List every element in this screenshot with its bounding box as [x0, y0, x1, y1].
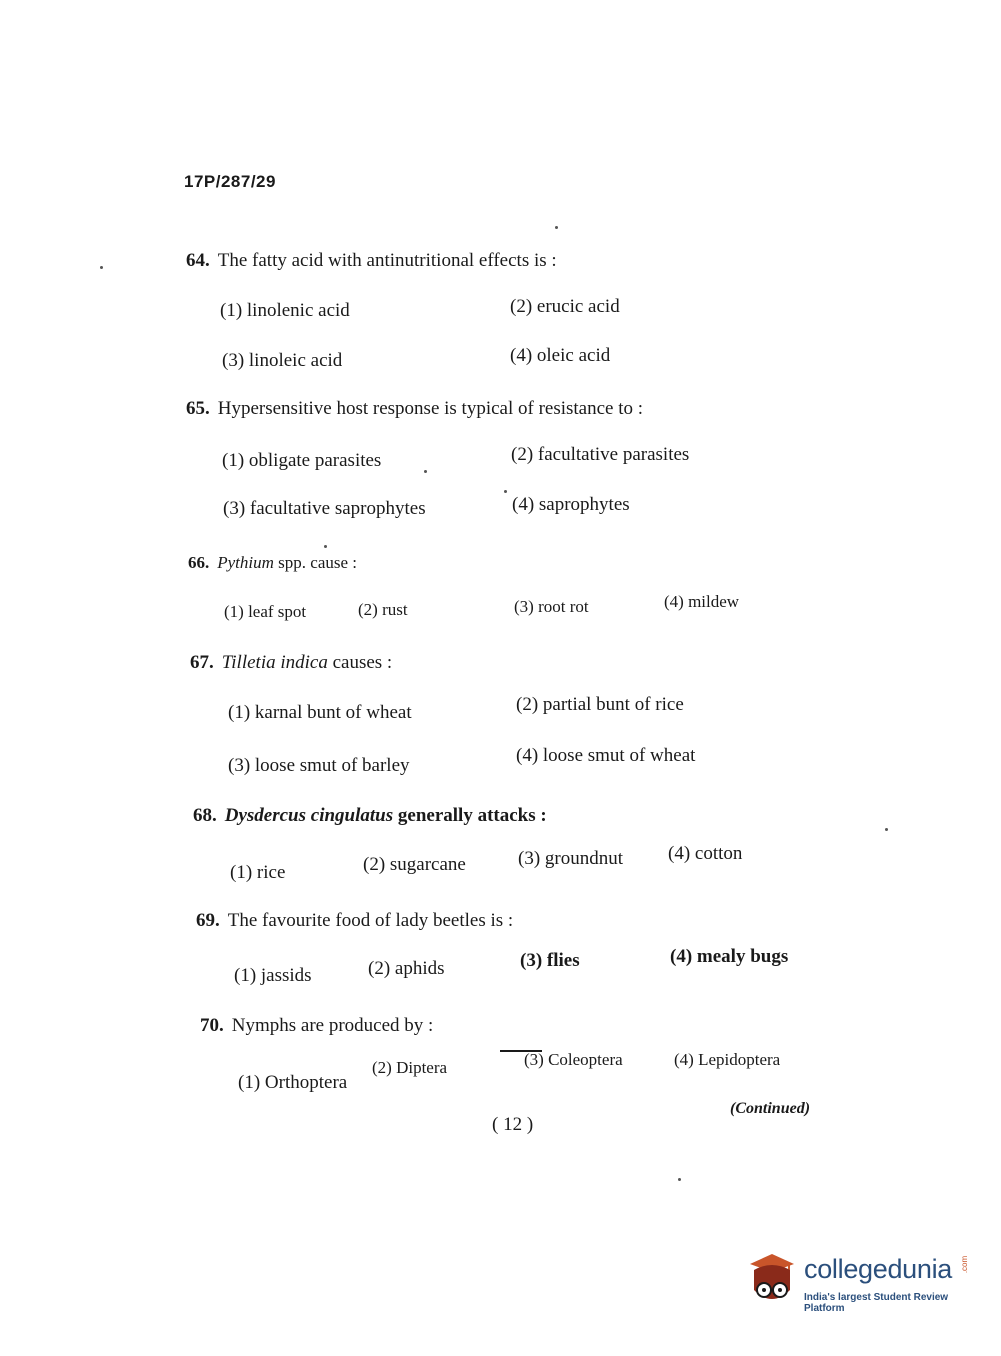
- scan-speck: [678, 1178, 681, 1181]
- question-number: 67.: [190, 652, 214, 673]
- option: (1) linolenic acid: [220, 300, 350, 321]
- organism-name: Tilletia indica: [221, 652, 328, 673]
- question-65: [186, 398, 643, 420]
- option: (2) erucic acid: [510, 296, 620, 317]
- question-stem: causes :: [327, 652, 393, 673]
- option: (3) flies: [520, 950, 580, 971]
- option: (1) leaf spot: [224, 602, 307, 621]
- option: (3) root rot: [514, 597, 589, 616]
- question-stem: Hypersensitive host response is typical of resistance to :: [217, 398, 644, 419]
- option: (3) Coleoptera: [524, 1050, 623, 1069]
- scan-speck: [100, 266, 103, 269]
- question-68: [193, 805, 547, 827]
- option: (3) groundnut: [518, 848, 624, 869]
- question-stem: generally attacks :: [393, 805, 547, 826]
- option: (1) karnal bunt of wheat: [228, 702, 412, 723]
- question-64: [186, 250, 557, 272]
- option: (1) Orthoptera: [238, 1072, 348, 1093]
- collegedunia-logo: [742, 1250, 972, 1312]
- option: (2) rust: [358, 600, 408, 619]
- scan-speck: [324, 545, 327, 548]
- question-number: 66.: [188, 553, 210, 572]
- option: (1) rice: [230, 862, 286, 883]
- scan-speck: [555, 226, 558, 229]
- option: (4) loose smut of wheat: [516, 745, 696, 766]
- option: (2) Diptera: [372, 1058, 448, 1077]
- question-stem: spp. cause :: [273, 553, 357, 572]
- scan-speck: [504, 490, 507, 493]
- question-67: [190, 652, 392, 674]
- option: (4) Lepidoptera: [674, 1050, 781, 1069]
- option: (4) mildew: [664, 592, 740, 611]
- scan-speck: [424, 470, 427, 473]
- question-number: 69.: [196, 910, 220, 931]
- question-stem: The favourite food of lady beetles is :: [227, 910, 514, 931]
- option: (4) oleic acid: [510, 345, 611, 366]
- option: (4) saprophytes: [512, 494, 630, 515]
- question-70: [200, 1015, 433, 1037]
- option: (2) partial bunt of rice: [516, 694, 684, 715]
- question-number: 70.: [200, 1015, 224, 1036]
- question-number: 65.: [186, 398, 210, 419]
- option: (3) linoleic acid: [222, 350, 343, 371]
- option: (1) obligate parasites: [222, 450, 382, 471]
- question-number: 64.: [186, 250, 210, 271]
- brand-tagline: India's largest Student Review Platform: [804, 1292, 949, 1314]
- question-stem: The fatty acid with antinutritional effects is :: [217, 250, 557, 271]
- option: (4) cotton: [668, 843, 743, 864]
- page-number: ( 12 ): [492, 1114, 534, 1135]
- question-66: [188, 553, 357, 573]
- option: (2) facultative parasites: [511, 444, 690, 465]
- organism-name: Pythium: [217, 553, 274, 572]
- option: (2) sugarcane: [363, 854, 466, 875]
- scan-speck: [885, 828, 888, 831]
- brand-name: collegedunia: [804, 1254, 953, 1284]
- organism-name: Dysdercus cingulatus: [224, 805, 394, 826]
- paper-code: 17P/287/29: [184, 172, 276, 191]
- option: (3) facultative saprophytes: [223, 498, 426, 519]
- option: (2) aphids: [368, 958, 445, 979]
- question-number: 68.: [193, 805, 217, 826]
- option: (3) loose smut of barley: [228, 755, 410, 776]
- continued-note: (Continued): [730, 1100, 811, 1117]
- option: (1) jassids: [234, 965, 312, 986]
- question-stem: Nymphs are produced by :: [231, 1015, 434, 1036]
- brand-suffix: .com: [960, 1255, 970, 1274]
- question-69: [196, 910, 513, 932]
- option: (4) mealy bugs: [670, 946, 789, 967]
- mascot-icon: [742, 1250, 802, 1312]
